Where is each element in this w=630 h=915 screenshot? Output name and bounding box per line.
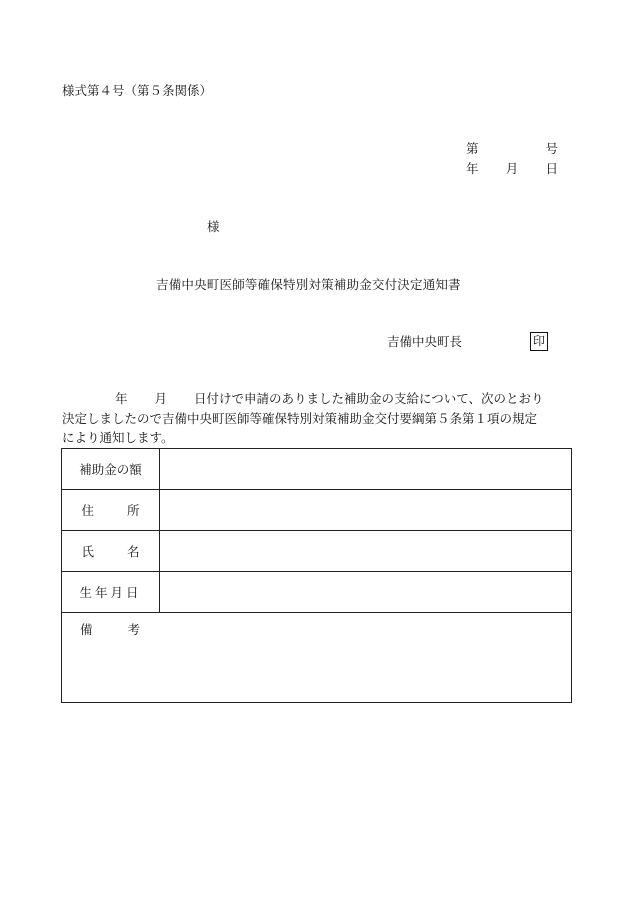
remarks-label: 備 考: [80, 622, 140, 637]
document-date: [466, 163, 558, 176]
amount-label-cell: [62, 449, 160, 489]
info-table: [61, 448, 572, 703]
body-line-3: により通知します。: [62, 430, 174, 445]
document-number: [466, 143, 558, 156]
table-row-amount: [62, 449, 571, 490]
body-month: 月: [154, 391, 168, 406]
table-row-remarks: [62, 613, 571, 702]
form-number: 様式第４号（第５条関係）: [62, 83, 213, 98]
address-value-cell[interactable]: [159, 490, 571, 530]
name-label: 氏 名: [81, 544, 140, 559]
body-year: 年: [115, 391, 128, 406]
issuer-name: 吉備中央町長: [387, 334, 463, 349]
date-month: 月: [505, 161, 519, 176]
birthdate-label: 生年月日: [79, 585, 142, 600]
name-label-cell: [62, 531, 160, 571]
birthdate-label-cell: [62, 572, 160, 612]
body-line-1-text: 日付けで申請のありました補助金の支給について、次のとおり: [194, 391, 544, 406]
table-row-birthdate: [62, 572, 571, 613]
seal-mark: 印: [530, 332, 548, 351]
date-year: 年: [466, 161, 479, 176]
amount-value-cell[interactable]: [159, 449, 571, 489]
address-label: 住 所: [81, 503, 140, 518]
body-line-2: 決定しましたので吉備中央町医師等確保特別対策補助金交付要綱第５条第１項の規定: [62, 411, 538, 426]
table-row-name: [62, 531, 571, 572]
amount-label: 補助金の額: [79, 462, 142, 477]
name-value-cell[interactable]: [159, 531, 571, 571]
address-label-cell: [62, 490, 160, 530]
document-title: 吉備中央町医師等確保特別対策補助金交付決定通知書: [156, 277, 461, 292]
document-number-suffix: 号: [545, 141, 558, 156]
table-row-address: [62, 490, 571, 531]
date-day: 日: [545, 161, 558, 176]
document-number-prefix: 第: [466, 141, 479, 156]
addressee-honorific: 様: [207, 219, 220, 234]
body-line-1: [62, 393, 572, 406]
birthdate-value-cell[interactable]: [159, 572, 571, 612]
